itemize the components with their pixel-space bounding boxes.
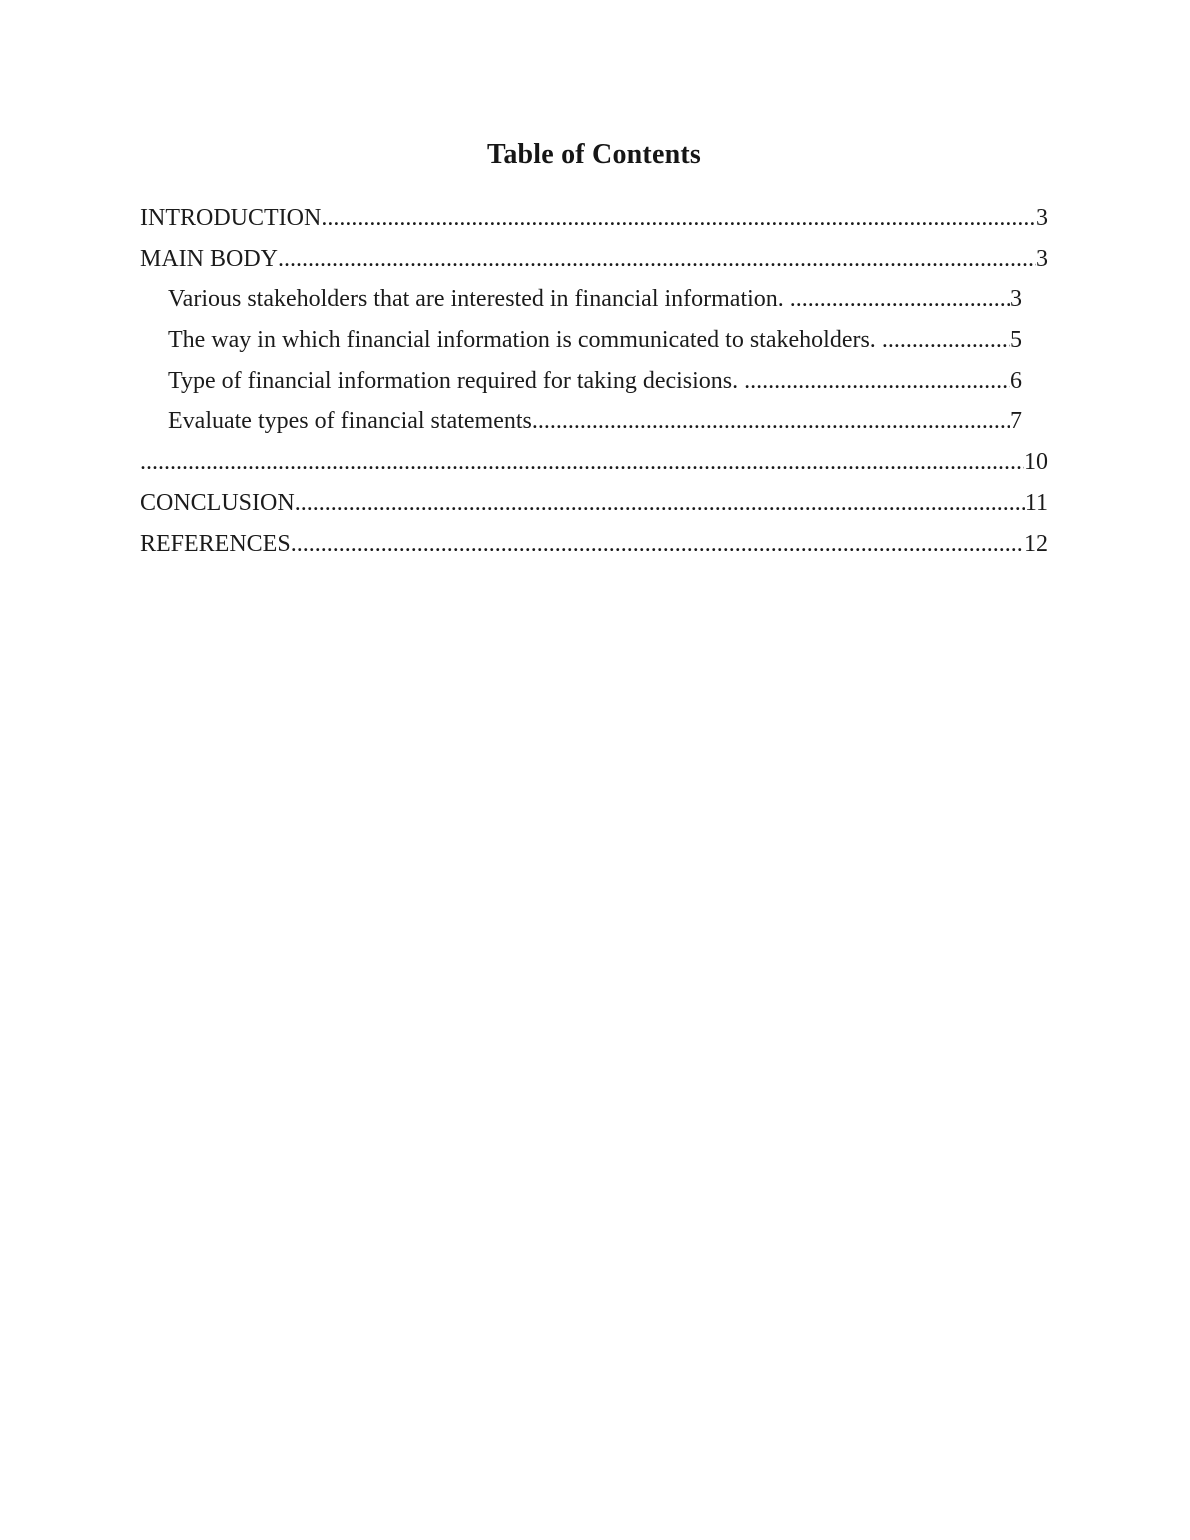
- toc-entry-label: INTRODUCTION: [140, 205, 322, 231]
- toc-entry-page: 3: [1010, 286, 1022, 313]
- dot-leader: [882, 320, 1010, 361]
- dot-leader: [278, 239, 1036, 280]
- toc-entry-label: CONCLUSION: [140, 489, 295, 516]
- table-of-contents: [140, 198, 1048, 564]
- dot-leader: [790, 279, 1010, 320]
- toc-entry-page: 3: [1036, 245, 1048, 272]
- dot-leader: [744, 361, 1010, 402]
- dot-leader: [321, 198, 1036, 239]
- toc-entry-label: Various stakeholders that are interested in financial information.: [168, 286, 790, 313]
- toc-entry-page: 7: [1010, 408, 1022, 435]
- toc-entry-type-of-financial-information[interactable]: [140, 361, 1048, 402]
- toc-entry-page: 10: [1024, 449, 1048, 476]
- dot-leader: [295, 483, 1025, 524]
- toc-entry-label: Evaluate types of financial statements: [168, 408, 532, 435]
- dot-leader: [532, 401, 1010, 442]
- toc-entry-evaluate-financial-statements[interactable]: [140, 401, 1048, 442]
- toc-entry-page: 5: [1010, 327, 1022, 354]
- toc-entry-label: REFERENCES: [140, 530, 291, 557]
- toc-entry-introduction[interactable]: [140, 198, 1048, 239]
- toc-entry-label: The way in which financial information is communicated to stakeholders.: [168, 327, 882, 354]
- toc-entry-page: 6: [1010, 367, 1022, 394]
- dot-leader: [291, 524, 1024, 565]
- toc-entry-references[interactable]: [140, 524, 1048, 565]
- toc-entry-conclusion[interactable]: [140, 483, 1048, 524]
- toc-entry-page: 12: [1024, 530, 1048, 557]
- toc-entry-untitled[interactable]: [140, 442, 1048, 483]
- dot-leader: [140, 442, 1024, 483]
- page-title: Table of Contents: [487, 139, 701, 170]
- toc-entry-communication-to-stakeholders[interactable]: [140, 320, 1048, 361]
- toc-entry-page: 3: [1036, 205, 1048, 231]
- toc-entry-main-body[interactable]: [140, 239, 1048, 280]
- toc-entry-label: MAIN BODY: [140, 245, 278, 272]
- toc-entry-various-stakeholders[interactable]: [140, 279, 1048, 320]
- toc-entry-label: Type of financial information required for taking decisions.: [168, 367, 745, 394]
- toc-entry-page: 11: [1024, 489, 1048, 516]
